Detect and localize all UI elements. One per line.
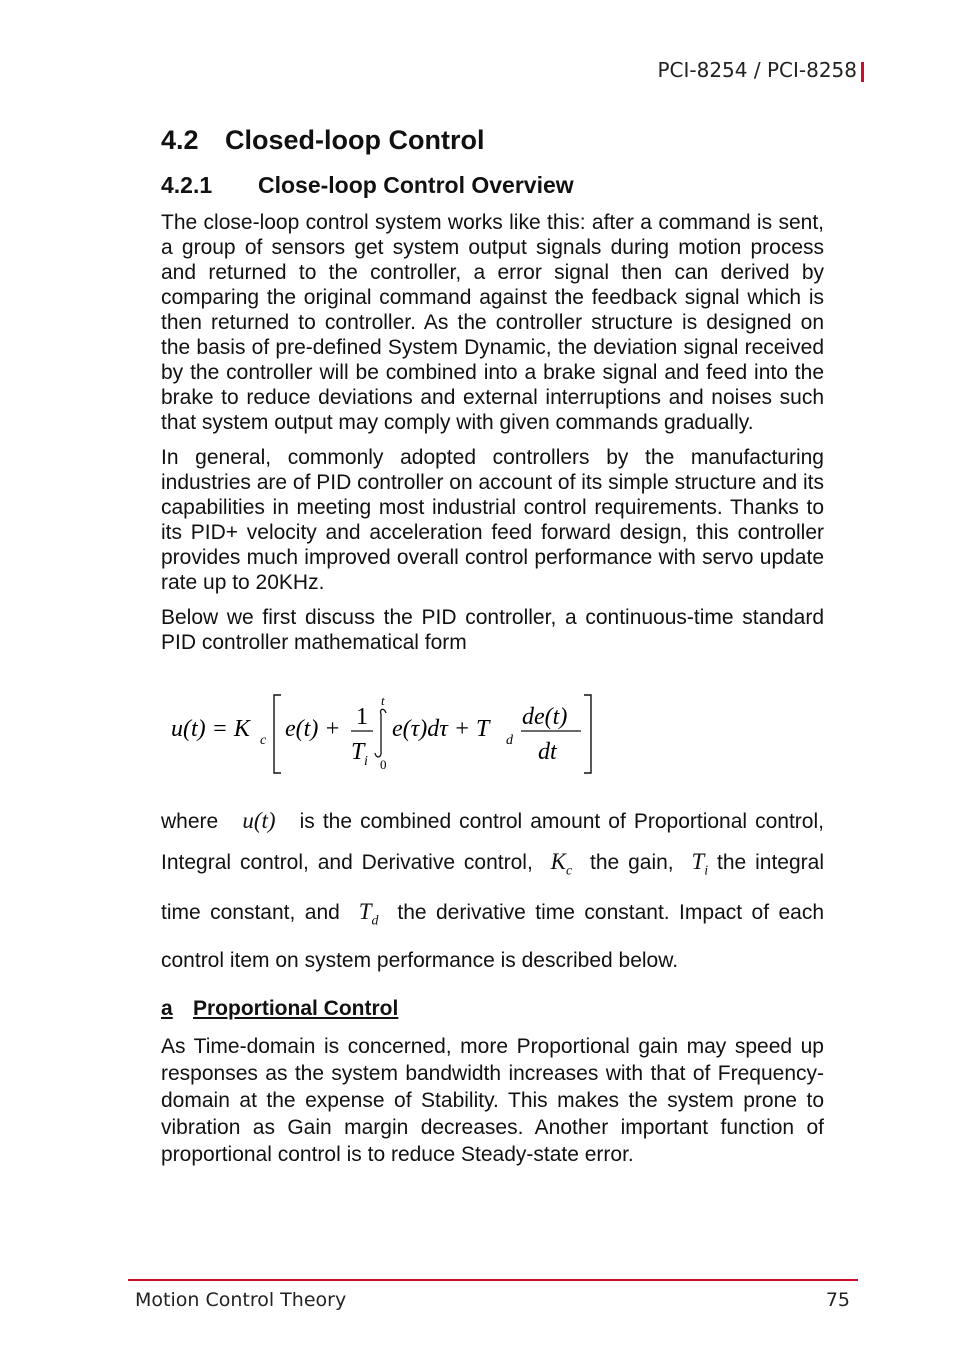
eq-left-bracket [274,695,281,773]
eq-lhs-sub: c [260,733,267,748]
section-number: 4.2 [161,125,199,155]
symbol-ti-sub: i [704,863,709,879]
pid-equation [161,665,824,783]
eq-deriv-denominator: dt [538,739,557,765]
eq-lower-limit: 0 [380,757,387,772]
symbol-ti-base: T [691,849,705,874]
subsection-heading [161,170,824,200]
footer-rule [128,1279,858,1281]
eq-integrand-sub: d [506,733,513,748]
header-product-name: PCI-8254 / PCI-8258 [657,58,857,82]
page-content [161,122,824,1168]
eq-deriv-numerator: de(t) [522,704,568,730]
symbol-kc-sub: c [565,863,573,879]
eq-upper-limit: t [381,693,385,708]
paragraph-where [161,801,824,981]
where-text-4: the integral time constant, and [161,851,825,924]
eq-integral-sign [375,709,386,757]
eq-integrand: e(τ)dτ + T [392,716,490,742]
symbol-kc-base: K [550,849,566,874]
paragraph-overview: The close-loop control system works like this: after a command is sent, a group of sensors get system output signals during motion process and returned to the controller, a error signal then can derived by comparing the original command against the feedback signal which is then returned to controller. As the controller structure is designed on the basis of pre-defined System Dynamic, the deviation signal received by the controller will be combined into a brake signal and feed into the brake to reduce deviations and external interruptions and noises such that system output may comply with given commands gradually. [161,211,824,434]
eq-frac-numerator: 1 [356,704,368,730]
section-heading [161,122,824,160]
paragraph-proportional-control: As Time-domain is concerned, more Proportional gain may speed up responses as the system bandwidth increases with that of Frequency-domain at the expense of Stability. This makes the system prone to vibration as Gain margin decreases. Another important function of proportional control is to reduce Steady-state error. [161,1035,824,1167]
where-text-3: the gain, [589,851,674,874]
section-title: Closed-loop Control [225,125,485,155]
header-accent-bar [861,62,864,82]
item-a-letter: a [161,997,173,1021]
subsection-number: 4.2.1 [161,172,213,198]
symbol-td [358,898,379,929]
paragraph-pid-general: In general, commonly adopted controllers by the manufacturing industries are of PID controller on account of its simple structure and its capabilities in meeting most industrial control requirements. Thanks to its PID+ velocity and acceleration feed forward design, this controller provides much improved overall control performance with servo update rate up to 20KHz. [161,446,824,594]
eq-right-bracket [584,695,591,773]
footer-chapter: Motion Control Theory [135,1289,347,1311]
symbol-ti [691,849,709,879]
item-a-heading [161,995,824,1023]
subsection-title: Close-loop Control Overview [258,172,574,198]
symbol-td-sub: d [371,913,379,929]
eq-frac-denominator: T [351,739,365,765]
symbol-kc [550,849,573,879]
item-a-title: Proportional Control [193,997,399,1021]
paragraph-pid-intro: Below we first discuss the PID controller, a continuous-time standard PID controller mathematical form [161,606,824,654]
where-text-1: where [161,810,219,833]
eq-lhs: u(t) = K [171,716,250,742]
symbol-td-base: T [358,898,372,924]
pid-equation-svg [161,665,621,783]
symbol-u-of-t: u(t) [242,808,276,833]
where-text-5: the derivative time constant. Impact of each control item on system performance is described below. [161,900,825,973]
where-text-2: is the combined control amount of Proportional control, Integral control, and Derivative control, [161,810,824,874]
eq-frac-denominator-sub: i [364,754,368,769]
footer-page-number: 75 [825,1289,850,1311]
eq-error-term: e(t) + [285,716,341,742]
